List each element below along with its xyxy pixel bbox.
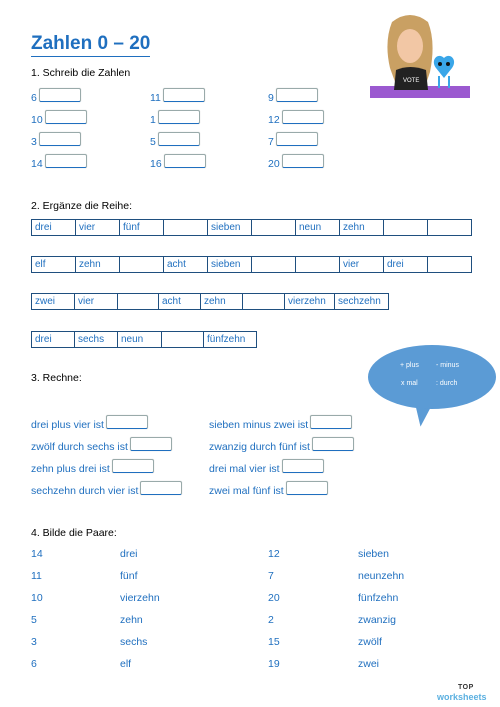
pair-word[interactable]: neunzehn: [358, 570, 405, 582]
sequence-cell: zehn: [201, 294, 243, 309]
number-item: 9: [268, 88, 318, 104]
bubble-minus: - minus: [436, 362, 459, 369]
sequence-cell: drei: [32, 332, 75, 347]
answer-field[interactable]: [282, 459, 324, 473]
number-item: 11: [150, 88, 205, 104]
pair-number[interactable]: 19: [268, 658, 280, 670]
answer-field[interactable]: [286, 481, 328, 495]
sequence-cell: drei: [384, 257, 428, 272]
sequence-cell: sechs: [75, 332, 118, 347]
page-title: Zahlen 0 – 20: [31, 33, 150, 57]
sequence-blank[interactable]: [384, 220, 428, 235]
pair-number[interactable]: 3: [31, 636, 37, 648]
answer-field[interactable]: [158, 110, 200, 124]
sequence-cell: sechzehn: [338, 296, 381, 307]
logo-bottom: worksheets: [437, 692, 487, 702]
math-task: drei plus vier ist: [31, 415, 148, 431]
pair-number[interactable]: 20: [268, 592, 280, 604]
bubble-plus: + plus: [400, 362, 419, 369]
pair-number[interactable]: 7: [268, 570, 274, 582]
number-item: 20: [268, 154, 324, 170]
sequence-cell: zehn: [340, 220, 384, 235]
answer-field[interactable]: [45, 154, 87, 168]
pair-number[interactable]: 11: [31, 570, 42, 582]
pair-word[interactable]: fünf: [120, 570, 138, 582]
section4-heading: 4. Bilde die Paare:: [31, 527, 117, 539]
answer-field[interactable]: [310, 415, 352, 429]
answer-field[interactable]: [140, 481, 182, 495]
sequence-blank[interactable]: [252, 257, 296, 272]
answer-field[interactable]: [164, 154, 206, 168]
sequence-row: [31, 293, 389, 310]
math-task: sieben minus zwei ist: [209, 415, 352, 431]
bubble-mal: x mal: [401, 380, 418, 387]
heart-character: [434, 56, 454, 78]
sequence-blank[interactable]: [118, 294, 159, 309]
sequence-cell: elf: [32, 257, 76, 272]
answer-field[interactable]: [106, 415, 148, 429]
number-item: 12: [268, 110, 324, 126]
sequence-blank[interactable]: [296, 257, 340, 272]
number-item: 16: [150, 154, 206, 170]
sequence-blank[interactable]: [162, 332, 204, 347]
answer-field[interactable]: [112, 459, 154, 473]
answer-field[interactable]: [45, 110, 87, 124]
sequence-blank[interactable]: [428, 257, 471, 272]
pair-word[interactable]: fünfzehn: [358, 592, 399, 604]
math-task: zehn plus drei ist: [31, 459, 154, 475]
bubble-durch: : durch: [436, 380, 458, 387]
sequence-cell: zwei: [32, 294, 75, 309]
answer-field[interactable]: [39, 88, 81, 102]
sequence-cell: zehn: [76, 257, 120, 272]
pair-word[interactable]: zwölf: [358, 636, 382, 648]
pair-word[interactable]: drei: [120, 548, 138, 560]
sequence-cell: neun: [118, 332, 162, 347]
pair-word[interactable]: vierzehn: [120, 592, 160, 604]
sequence-cell: sieben: [208, 220, 252, 235]
pair-number[interactable]: 12: [268, 548, 280, 560]
pair-number[interactable]: 6: [31, 658, 37, 670]
number-item: 5: [150, 132, 200, 148]
number-item: 1: [150, 110, 200, 126]
answer-field[interactable]: [282, 110, 324, 124]
answer-field[interactable]: [276, 132, 318, 146]
answer-field[interactable]: [276, 88, 318, 102]
sequence-blank[interactable]: [428, 220, 471, 235]
sequence-blank[interactable]: [252, 220, 296, 235]
answer-field[interactable]: [158, 132, 200, 146]
sequence-blank[interactable]: [164, 220, 208, 235]
math-task: sechzehn durch vier ist: [31, 481, 182, 497]
pair-word[interactable]: elf: [120, 658, 132, 670]
math-task: drei mal vier ist: [209, 459, 324, 475]
avatar-illustration: [370, 12, 472, 100]
number-item: 10: [31, 110, 87, 126]
svg-text:VOTE: VOTE: [403, 78, 420, 84]
sequence-cell: neun: [296, 220, 340, 235]
sequence-blank[interactable]: [243, 294, 285, 309]
answer-field[interactable]: [282, 154, 324, 168]
sequence-cell: drei: [32, 220, 76, 235]
number-item: 14: [31, 154, 87, 170]
sequence-blank[interactable]: [120, 257, 164, 272]
section3-heading: 3. Rechne:: [31, 372, 82, 384]
sequence-cell: acht: [159, 294, 201, 309]
sequence-cell: vier: [340, 257, 384, 272]
section2-heading: 2. Ergänze die Reihe:: [31, 200, 132, 212]
answer-field[interactable]: [312, 437, 354, 451]
operator-bubble: [368, 345, 496, 409]
sequence-row: [31, 256, 472, 273]
sequence-cell: acht: [164, 257, 208, 272]
sequence-cell: vier: [75, 294, 118, 309]
answer-field[interactable]: [163, 88, 205, 102]
answer-field[interactable]: [39, 132, 81, 146]
section1-heading: 1. Schreib die Zahlen: [31, 67, 131, 79]
logo-top: TOP: [458, 684, 474, 691]
pair-number[interactable]: 14: [31, 548, 43, 560]
pair-word[interactable]: sechs: [120, 636, 148, 648]
pair-number[interactable]: 5: [31, 614, 37, 626]
sequence-row: [31, 219, 472, 236]
math-task: zwei mal fünf ist: [209, 481, 328, 497]
sequence-cell: sieben: [208, 257, 252, 272]
number-item: 3: [31, 132, 81, 148]
pair-number[interactable]: 15: [268, 636, 280, 648]
sequence-cell: fünf: [120, 220, 164, 235]
sequence-cell: vier: [76, 220, 120, 235]
sequence-row: [31, 331, 257, 348]
number-item: 7: [268, 132, 318, 148]
pair-word[interactable]: zwei: [358, 658, 380, 670]
pair-word[interactable]: zwanzig: [358, 614, 396, 626]
pair-number[interactable]: 2: [268, 614, 274, 626]
math-task: zwölf durch sechs ist: [31, 437, 172, 453]
math-task: zwanzig durch fünf ist: [209, 437, 354, 453]
pair-number[interactable]: 10: [31, 592, 43, 604]
face: [397, 29, 423, 63]
number-item: 6: [31, 88, 81, 104]
pair-word[interactable]: sieben: [358, 548, 389, 560]
pair-word[interactable]: zehn: [120, 614, 143, 626]
sequence-cell: fünfzehn: [207, 334, 246, 345]
answer-field[interactable]: [130, 437, 172, 451]
sequence-cell: vierzehn: [285, 294, 335, 309]
